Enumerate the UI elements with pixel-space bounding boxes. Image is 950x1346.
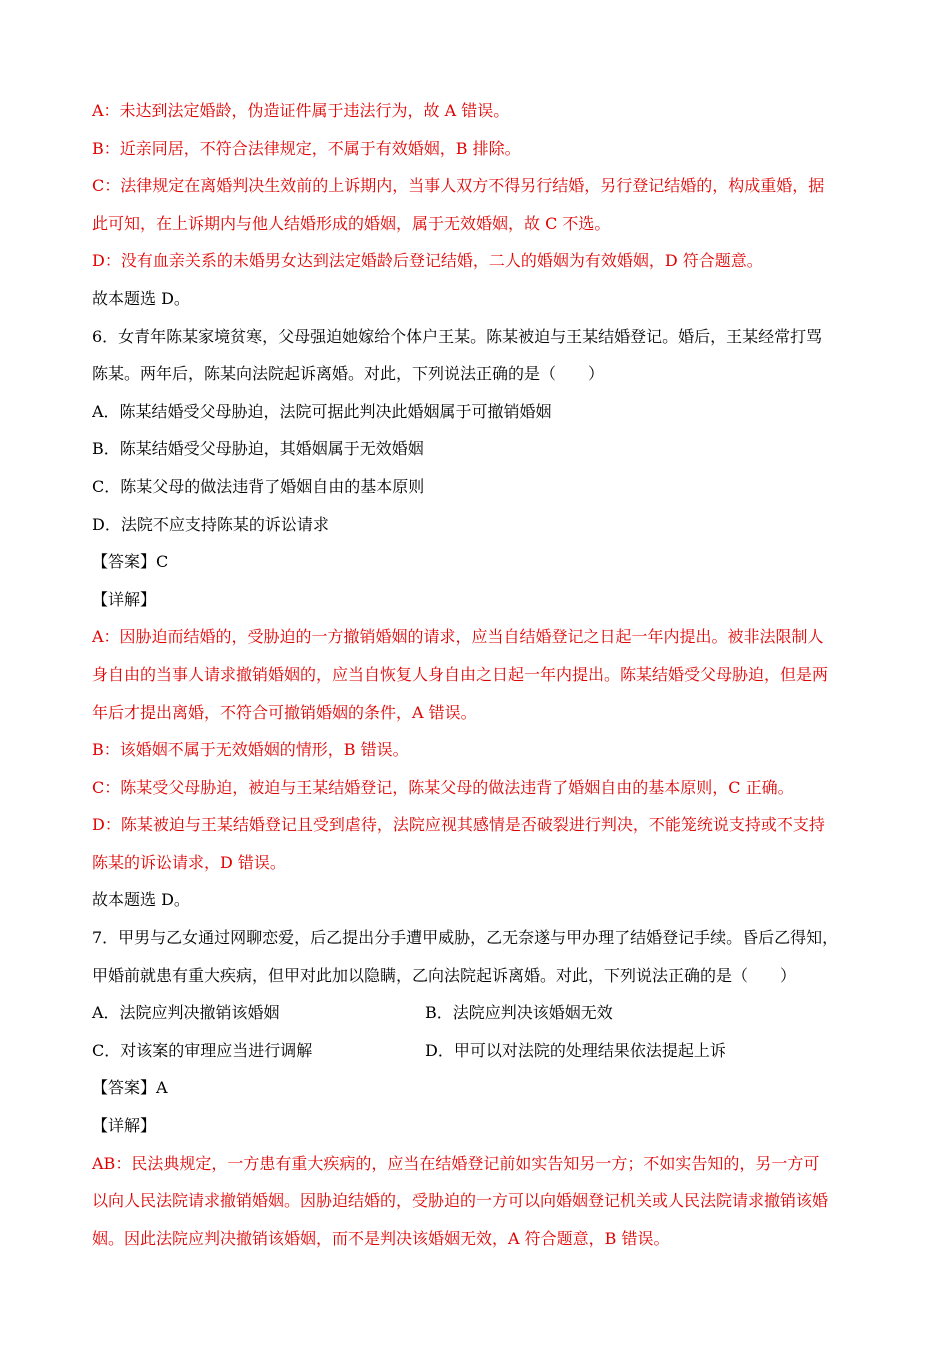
q7-answer: 【答案】A [92,1078,168,1098]
analysis-line-a: A：未达到法定婚龄，伪造证件属于违法行为，故 A 错误。 [92,101,510,120]
q7-analysis-line-3: 姻。因此法院应判决撤销该婚姻，而不是判决该婚姻无效，A 符合题意，B 错误。 [92,1228,670,1248]
q6-detail-label: 【详解】 [92,589,157,609]
question-7 [92,919,867,1257]
q6-analysis-line-2: 身自由的当事人请求撤销婚姻的，应当自恢复人身自由之日起一年内提出。陈某结婚受父母胁迫，但是两 [92,664,829,684]
q6-option-a: A．陈某结婚受父母胁迫，法院可据此判决此婚姻属于可撤销婚姻 [92,401,552,421]
q7-analysis-line-2: 以向人民法院请求撤销婚姻。因胁迫结婚的，受胁迫的一方可以向婚姻登记机关或人民法院请求撤销该婚 [92,1191,829,1211]
q6-analysis-line-7: 陈某的诉讼请求，D 错误。 [92,852,286,872]
q6-analysis-line-4: B：该婚姻不属于无效婚姻的情形，B 错误。 [92,740,409,760]
prev-analysis [92,92,867,318]
q7-detail-label: 【详解】 [92,1116,157,1136]
q7-options-row-2 [92,1032,867,1070]
q6-option-d: D．法院不应支持陈某的诉讼请求 [92,514,329,534]
q6-analysis-line-5: C：陈某受父母胁迫，被迫与王某结婚登记，陈某父母的做法违背了婚姻自由的基本原则，C 正确。 [92,777,794,797]
analysis-line-c1: C：法律规定在离婚判决生效前的上诉期内，当事人双方不得另行结婚，另行登记结婚的，构成重婚，据 [92,176,825,196]
q7-option-b: B．法院应判决该婚姻无效 [425,1003,613,1023]
document-page [92,92,867,1257]
q7-option-c: C．对该案的审理应当进行调解 [92,1040,313,1060]
q7-option-a: A．法院应判决撤销该婚姻 [92,1003,280,1023]
q6-answer: 【答案】C [92,552,169,572]
q7-stem-line-2: 甲婚前就患有重大疾病，但甲对此加以隐瞒，乙向法院起诉离婚。对此，下列说法正确的是（ ） [92,965,797,985]
q7-option-d: D．甲可以对法院的处理结果依法提起上诉 [425,1040,726,1060]
q6-option-b: B．陈某结婚受父母胁迫，其婚姻属于无效婚姻 [92,439,424,459]
q6-conclusion: 故本题选 D。 [92,890,190,910]
question-6 [92,318,867,920]
q6-analysis-line-3: 年后才提出离婚，不符合可撤销婚姻的条件，A 错误。 [92,702,477,722]
q7-options-row-1 [92,994,867,1032]
q7-stem-line-1: 7．甲男与乙女通过网聊恋爱，后乙提出分手遭甲威胁，乙无奈遂与甲办理了结婚登记手续。昏后乙得知， [92,928,839,948]
q6-stem-line-1: 6．女青年陈某家境贫寒，父母强迫她嫁给个体户王某。陈某被迫与王某结婚登记。婚后，王某经常打骂 [92,326,823,346]
prev-conclusion: 故本题选 D。 [92,288,190,308]
q7-analysis-line-1: AB：民法典规定，一方患有重大疾病的，应当在结婚登记前如实告知另一方；不如实告知的，另一方可 [92,1153,820,1173]
q6-stem-line-2: 陈某。两年后，陈某向法院起诉离婚。对此，下列说法正确的是（ ） [92,364,605,384]
analysis-line-b: B：近亲同居，不符合法律规定，不属于有效婚姻，B 排除。 [92,138,521,158]
q6-analysis-line-6: D：陈某被迫与王某结婚登记且受到虐待，法院应视其感情是否破裂进行判决，不能笼统说支持或不支持 [92,815,825,835]
analysis-line-d: D：没有血亲关系的未婚男女达到法定婚龄后登记结婚，二人的婚姻为有效婚姻，D 符合题意。 [92,251,763,271]
q6-option-c: C．陈某父母的做法违背了婚姻自由的基本原则 [92,476,425,496]
analysis-line-c2: 此可知，在上诉期内与他人结婚形成的婚姻，属于无效婚姻，故 C 不选。 [92,213,611,233]
q6-analysis-line-1: A：因胁迫而结婚的，受胁迫的一方撤销婚姻的请求，应当自结婚登记之日起一年内提出。被非法限制人 [92,627,824,647]
